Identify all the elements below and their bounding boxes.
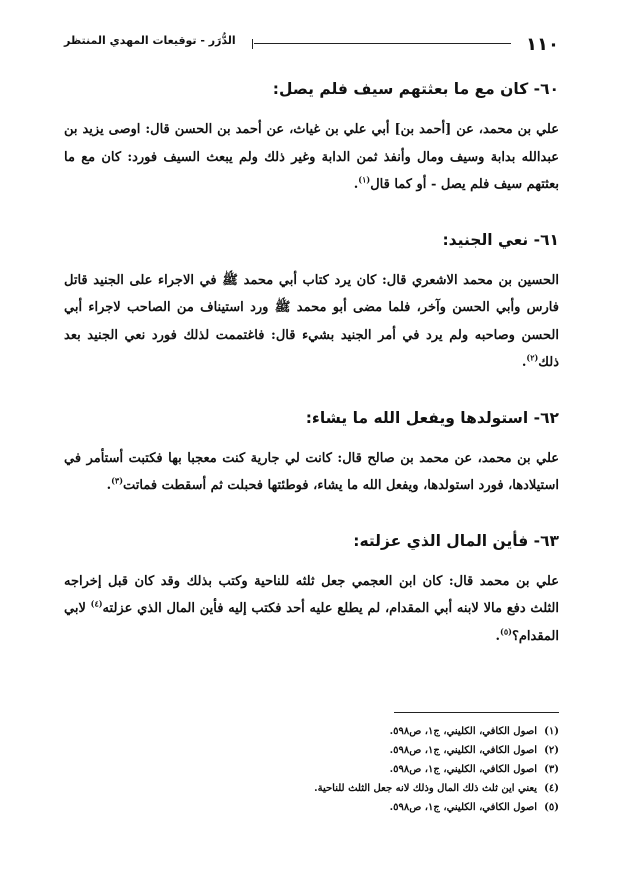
paragraph-text: الحسين بن محمد الاشعري قال: كان يرد كتاب أبي محمد ﷺ في الاجراء على الجنيد قاتل فارس وأبي الحسن وآخر، فلما مضى أبو محمد ﷺ ورد استيناف من الصاحب لاجراء أبي الحسن وصاحبه ولم يرد في أمر الجنيد بشيء قال: فاغتممت لذلك فورد نعي الجنيد بعد ذلك — [64, 272, 559, 370]
footnote-text: اصول الكافي، الكليني، ج١، ص٥٩٨. — [389, 802, 537, 813]
section-61 — [64, 229, 559, 377]
section-heading: ٦٢- استولدها ويفعل الله ما يشاء: — [305, 408, 559, 427]
section-heading: ٦٣- فأين المال الذي عزلته: — [353, 531, 559, 550]
footnote-item — [64, 741, 559, 760]
footnote-text: اصول الكافي، الكليني، ج١، ص٥٩٨. — [389, 726, 537, 737]
footnote-text: اصول الكافي، الكليني، ج١، ص٥٩٨. — [389, 745, 537, 756]
footnote-ref[interactable]: (١) — [358, 174, 371, 185]
paragraph-text-end: لابي المقدام؟ — [64, 601, 559, 644]
footnote-ref[interactable]: (٣) — [111, 475, 123, 486]
section-63 — [64, 530, 559, 651]
footnote-number: (٢) — [544, 745, 559, 756]
footnote-ref[interactable]: (٢) — [526, 352, 539, 363]
paragraph-text: علي بن محمد قال: كان ابن العجمي جعل ثلثه للناحية وكتب بذلك وقد كان قبل إخراجه الثلث دفع مالا لابنه أبي المقدام، لم يطلع عليه أحد فكتب إليه فأين المال الذي عزلته — [64, 573, 559, 616]
paragraph-text: علي بن محمد، عن محمد بن صالح قال: كانت لي جارية كنت معجبا بها فكتبت أستأمر في استيلادها، فورد استولدها، ويفعل الله ما يشاء، فوطئتها فحبلت ثم أسقطت فماتت — [64, 450, 559, 493]
section-paragraph: علي بن محمد، عن محمد بن صالح قال: كانت لي جارية كنت معجبا بها فكتبت أستأمر في استيلادها، فورد استولدها، ويفعل الله ما يشاء، فوطئتها فحبلت ثم أسقطت فماتت$^{(٣)}$. — [64, 450, 559, 493]
section-60 — [64, 78, 559, 199]
section-62 — [64, 407, 559, 500]
footnote-item — [64, 760, 559, 779]
footnote-ref[interactable]: (٤) — [90, 598, 103, 609]
main-text — [64, 78, 559, 650]
paragraph-text: علي بن محمد، عن [أحمد بن] أبي علي بن غياث، عن أحمد بن الحسن قال: اوصى يزيد بن عبدالله بدابة وسيف ومال وأنفذ ثمن الدابة وغير ذلك ولم يبعث السيف فورد: كان مع ما بعثتهم سيف فلم يصل - أو كما قال — [64, 122, 559, 192]
footnote-text: اصول الكافي، الكليني، ج١، ص٥٩٨. — [389, 764, 537, 775]
footnote-number: (٣) — [544, 764, 559, 775]
footnote-item — [64, 722, 559, 741]
section-paragraph: علي بن محمد، عن [أحمد بن] أبي علي بن غياث، عن أحمد بن الحسن قال: اوصى يزيد بن عبدالله بدابة وسيف ومال وأنفذ ثمن الدابة وغير ذلك ولم يبعث السيف فورد: كان مع ما بعثتهم سيف فلم يصل - أو كما قال$^{(١)}$. — [64, 122, 559, 192]
section-heading: ٦٠- كان مع ما بعثتهم سيف فلم يصل: — [272, 80, 559, 98]
page-number: ١١٠ — [526, 34, 559, 55]
footnote-item — [64, 779, 559, 798]
running-title: الدُّرَر - توقيعات المهدي المنتظر — [64, 34, 236, 47]
section-paragraph: الحسين بن محمد الاشعري قال: كان يرد كتاب أبي محمد ﷺ في الاجراء على الجنيد قاتل فارس وأبي الحسن وآخر، فلما مضى أبو محمد ﷺ ورد استيناف من الصاحب لاجراء أبي الحسن وصاحبه ولم يرد في أمر الجنيد بشيء قال: فاغتممت لذلك فورد نعي الجنيد بعد ذلك$^{(٢)}$. — [64, 272, 559, 370]
footnote-text: يعني اين ثلث ذلك المال وذلك لانه جعل الثلث للناحية. — [314, 783, 537, 794]
footnote-rule — [394, 712, 559, 713]
page-header — [64, 34, 559, 56]
header-rule — [254, 43, 511, 44]
footnote-ref[interactable]: (٥) — [500, 626, 512, 637]
footnote-number: (١) — [544, 726, 559, 737]
footnote-item — [64, 798, 559, 817]
section-paragraph: علي بن محمد قال: كان ابن العجمي جعل ثلثه للناحية وكتب بذلك وقد كان قبل إخراجه الثلث دفع مالا لابنه أبي المقدام، لم يطلع عليه أحد فكتب إليه فأين المال الذي عزلته$^{(٤)}$ لابي المقدام؟$^{(٥)}$. — [64, 573, 559, 644]
footnote-number: (٥) — [544, 802, 559, 813]
footnote-number: (٤) — [544, 783, 559, 794]
section-heading: ٦١- نعي الجنيد: — [442, 230, 559, 249]
